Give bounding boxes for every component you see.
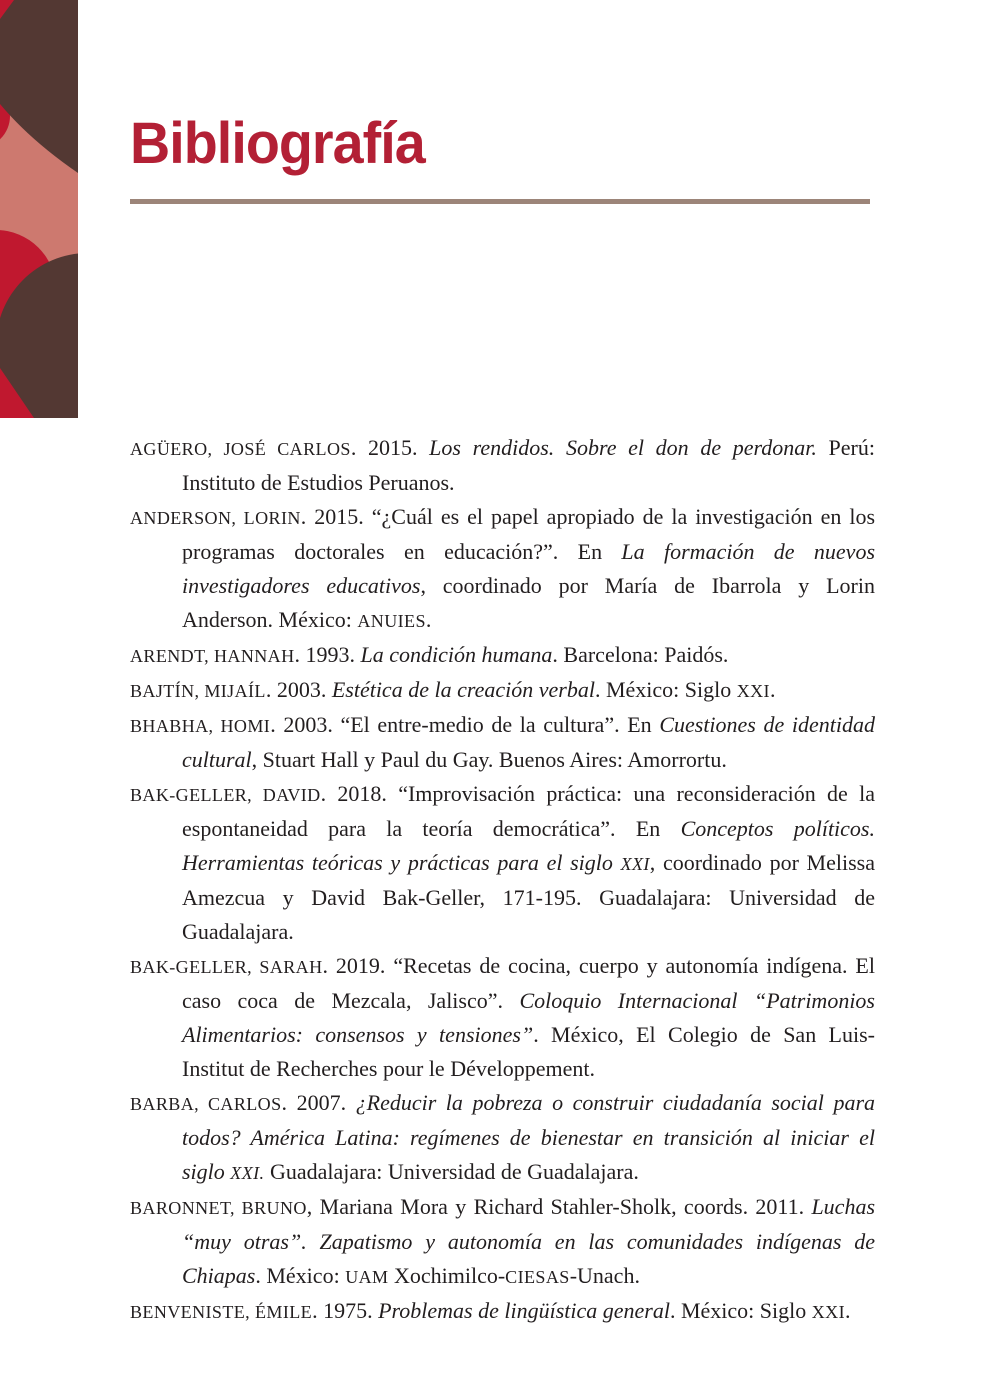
entry-segment: ¿Reducir la pobreza o construir ciudadanía social para todos? América Latina: regímenes de bienestar en transición al iniciar el siglo (182, 1090, 876, 1184)
entry-segment: Cuestiones de identidad cultural (182, 712, 876, 772)
bibliography-entry (130, 708, 875, 777)
entry-segment: . 2007. (281, 1090, 356, 1115)
bibliography-entry (130, 673, 875, 708)
entry-segment: XXI. (230, 1163, 265, 1183)
entry-segment: . Barcelona: Paidós. (552, 642, 729, 667)
entry-segment: . 2003. (265, 677, 332, 702)
entry-segment: Perú: Instituto de Estudios Peruanos. (182, 435, 875, 495)
entry-segment: XXI (736, 681, 770, 701)
entry-segment: , Mariana Mora y Richard Stahler-Sholk, coords. 2011. (306, 1194, 812, 1219)
entry-segment: BAK-GELLER, SARAH (130, 957, 323, 977)
entry-segment: Estética de la creación verbal (331, 677, 595, 702)
entry-segment: BHABHA, HOMI (130, 716, 271, 736)
bibliography-entry (130, 1190, 875, 1294)
entry-segment: BAJTÍN, MIJAÍL (130, 681, 266, 701)
entry-segment: ARENDT, HANNAH (130, 646, 295, 666)
entry-segment: . 1975. (312, 1298, 379, 1323)
entry-segment: UAM (345, 1267, 389, 1287)
bibliography-entry (130, 949, 875, 1086)
entry-segment: ANUIES (357, 611, 426, 631)
title-rule (130, 199, 870, 204)
entry-segment: . 2018. “Improvisación práctica: una reconsideración de la espontaneidad para la teoría democrática”. En (182, 781, 875, 841)
entry-segment: . 2015. (350, 435, 430, 460)
entry-segment: La formación de nuevos investigadores educativos (182, 539, 875, 598)
entry-segment: . (769, 677, 776, 702)
entry-segment: . (425, 607, 432, 632)
entry-segment: Coloquio Internacional “Patrimonios Alimentarios: consensos y tensiones” (182, 988, 875, 1047)
entry-segment: BARONNET, BRUNO (130, 1198, 307, 1218)
entry-segment: Guadalajara: Universidad de Guadalajara. (264, 1159, 639, 1184)
entry-segment: . México: Siglo (669, 1298, 812, 1323)
entry-segment: XXI (811, 1302, 845, 1322)
entry-segment: . 2015. “¿Cuál es el papel apropiado de la investigación en los programas doctorales en educación?”. En (182, 504, 876, 564)
entry-segment: BARBA, CARLOS (130, 1094, 282, 1114)
entry-segment: , coordinado por María de Ibarrola y Lorin Anderson. México: (182, 573, 875, 632)
entry-segment: -Unach. (569, 1263, 640, 1288)
entry-segment: . 2019. “Recetas de cocina, cuerpo y autonomía indígena. El caso coca de Mezcala, Jalisco”. (182, 953, 875, 1013)
entry-segment: Luchas “muy otras”. Zapatismo y autonomía en las comunidades indígenas de Chiapas (182, 1194, 875, 1288)
entry-segment: . México, El Colegio de San Luis-Institut de Recherches pour le Développement. (182, 1022, 875, 1081)
entry-segment: . (844, 1298, 851, 1323)
entry-segment: AGÜERO, JOSÉ CARLOS (130, 439, 351, 459)
entry-segment: Conceptos políticos. Herramientas teóricas y prácticas para el siglo (182, 816, 875, 875)
entry-segment: . México: (255, 1263, 346, 1288)
bibliography-entry (130, 777, 875, 949)
bibliography-entry (130, 1086, 875, 1190)
decorative-sidebar-graphic (0, 0, 78, 418)
entry-segment: . 1993. (294, 642, 361, 667)
entry-segment: ANDERSON, LORIN (130, 508, 301, 528)
bibliography-entry (130, 431, 875, 500)
entry-segment: Los rendidos. Sobre el don de perdonar. (429, 435, 817, 460)
entry-segment: CIESAS (505, 1267, 570, 1287)
entry-segment: XXI (620, 854, 650, 874)
bibliography-list (130, 431, 875, 1329)
entry-segment: BAK-GELLER, DAVID (130, 785, 321, 805)
entry-segment: . México: Siglo (594, 677, 737, 702)
bibliography-entry (130, 638, 875, 673)
bibliography-entry (130, 500, 875, 638)
entry-segment: La condición humana (360, 642, 553, 667)
bibliography-entry (130, 1294, 875, 1329)
entry-segment: , Stuart Hall y Paul du Gay. Buenos Aires: Amorrortu. (251, 747, 727, 772)
entry-segment: . 2003. “El entre-medio de la cultura”. En (270, 712, 660, 737)
page-title: Bibliografía (130, 111, 425, 176)
entry-segment: , coordinado por Melissa Amezcua y David Bak-Geller, 171-195. Guadalajara: Universidad de Guadalajara. (182, 850, 875, 944)
entry-segment: BENVENISTE, ÉMILE (130, 1302, 313, 1322)
entry-segment: Problemas de lingüística general (378, 1298, 670, 1323)
entry-segment: Xochimilco- (388, 1263, 506, 1288)
